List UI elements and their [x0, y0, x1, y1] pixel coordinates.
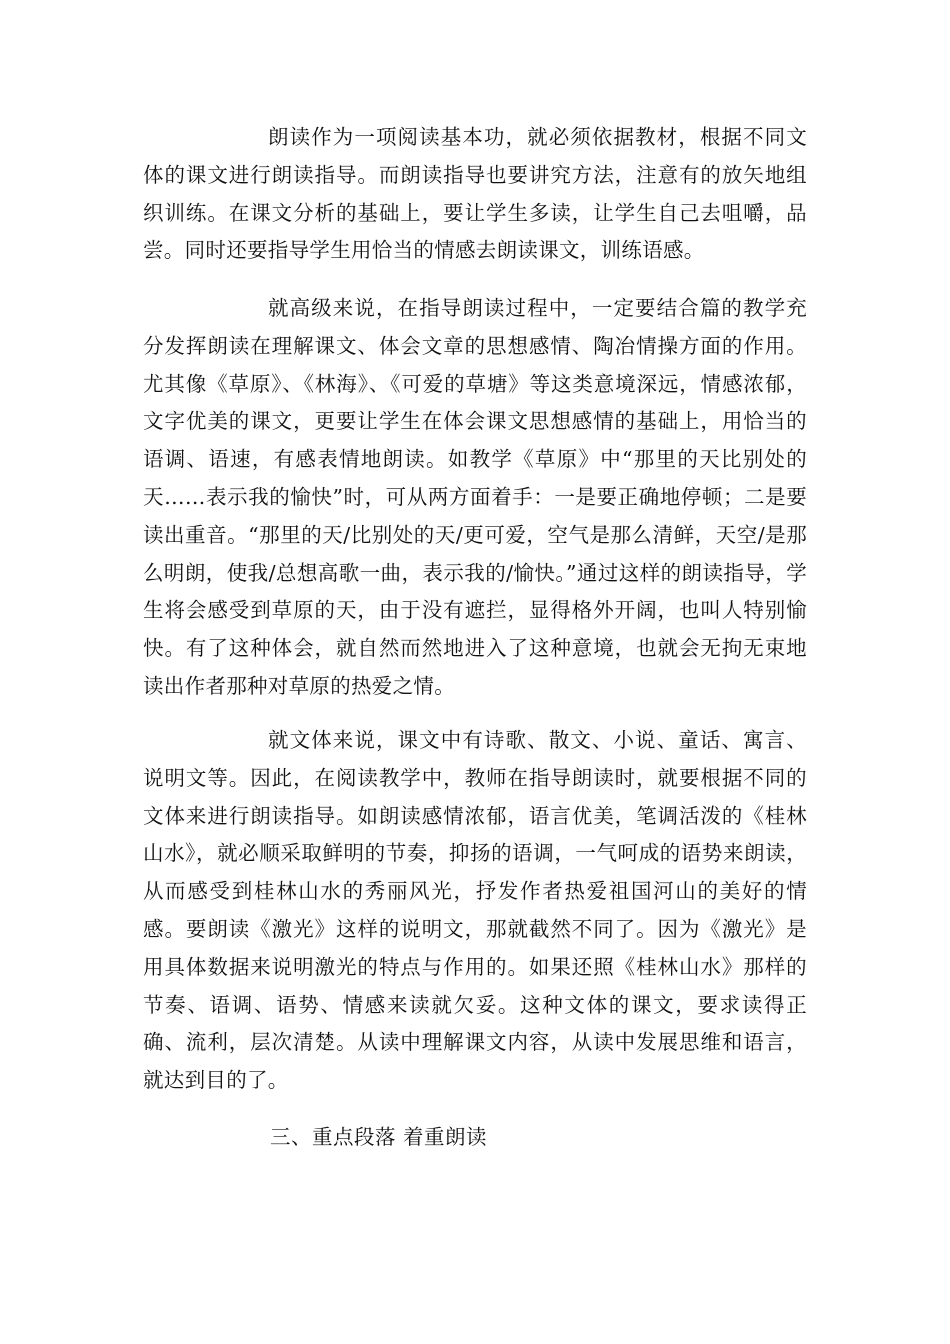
paragraph-text-genre: 就文体来说，课文中有诗歌、散文、小说、童话、寓言、说明文等。因此，在阅读教学中，教师在指导朗读时，就要根据不同的文体来进行朗读指导。如朗读感情浓郁，语言优美，笔调活泼的《桂林山水》，就必顺采取鲜明的节奏，抑扬的语调，一气呵成的语势来朗读，从而感受到桂林山水的秀丽风光，抒发作者热爱祖国河山的美好的情感。要朗读《激光》这样的说明文，那就截然不同了。因为《激光》是用具体数据来说明激光的特点与作用的。如果还照《桂林山水》那样的节奏、语调、语势、情感来读就欠妥。这种文体的课文，要求读得正确、流利，层次清楚。从读中理解课文内容，从读中发展思维和语言，就达到目的了。 — [143, 728, 807, 1093]
paragraph-reading-basics: 朗读作为一项阅读基本功，就必须依据教材，根据不同文体的课文进行朗读指导。而朗读指导也要讲究方法，注意有的放矢地组织训练。在课文分析的基础上，要让学生多读，让学生自己去咀嚼，品尝。同时还要指导学生用恰当的情感去朗读课文，训练语感。 — [143, 125, 807, 263]
paragraph-grade-level: 就高级来说，在指导朗读过程中，一定要结合篇的教学充分发挥朗读在理解课文、体会文章的思想感情、陶冶情操方面的作用。尤其像《草原》、《林海》、《可爱的草塘》等这类意境深远，情感浓郁，文字优美的课文，更要让学生在体会课文思想感情的基础上，用恰当的语调、语速，有感表情地朗读。如教学《草原》中“那里的天比别处的天……表示我的愉快”时，可从两方面着手：一是要正确地停顿；二是要读出重音。“那里的天/比别处的天/更可爱，空气是那么清鲜，天空/是那么明朗，使我/总想高歌一曲，表示我的/愉快。”通过这样的朗读指导，学生将会感受到草原的天，由于没有遮拦，显得格外开阔，也叫人特别愉快。有了这种体会，就自然而然地进入了这种意境，也就会无拘无束地读出作者那种对草原的热爱之情。 — [143, 296, 807, 698]
section-heading: 三、重点段落 着重朗读 — [270, 1125, 488, 1149]
